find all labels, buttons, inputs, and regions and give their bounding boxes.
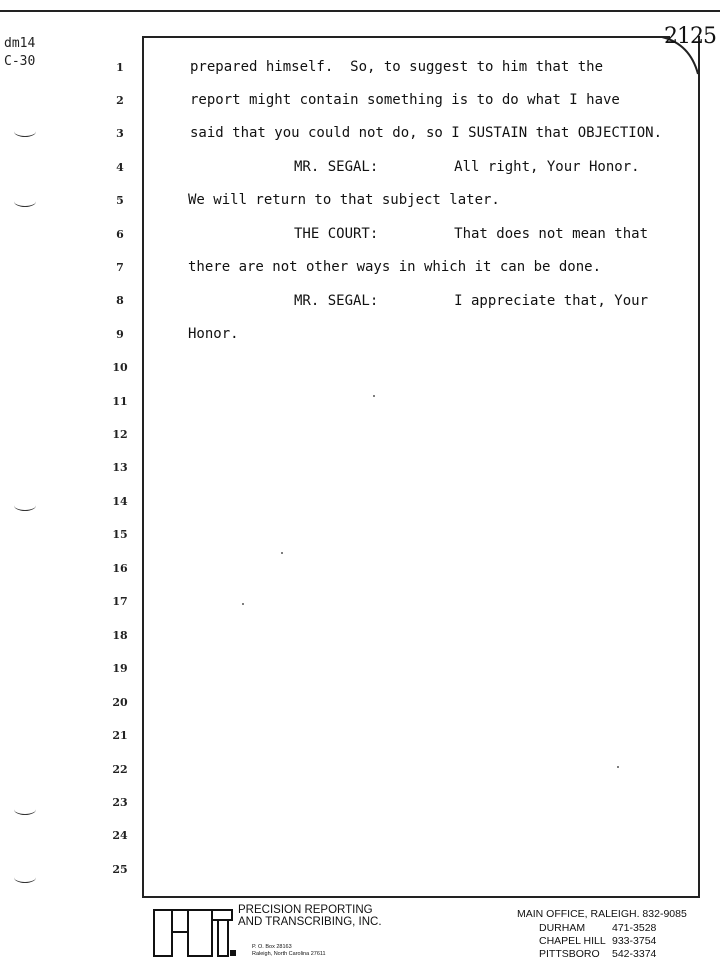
line-number: 25 <box>112 863 128 876</box>
office-phone: 471-3528 <box>612 922 657 934</box>
company-name-line2: AND TRANSCRIBING, INC. <box>238 916 382 928</box>
transcript-line: We will return to that subject later. <box>188 192 500 208</box>
line-number: 9 <box>116 328 124 341</box>
binder-hole-mark <box>14 872 36 883</box>
company-logo <box>152 904 236 962</box>
line-number: 14 <box>112 495 128 508</box>
line-number: 1 <box>116 61 124 74</box>
margin-note-dm14: dm14 <box>4 36 36 51</box>
address-line2: Raleigh, North Carolina 27611 <box>252 951 326 957</box>
transcript-line: MR. SEGAL: All right, Your Honor. <box>294 159 640 175</box>
line-number: 21 <box>112 729 128 742</box>
transcript-line: MR. SEGAL: I appreciate that, Your <box>294 293 649 309</box>
line-number: 15 <box>112 528 128 541</box>
line-number: 16 <box>112 562 128 575</box>
line-number: 6 <box>116 228 124 241</box>
line-number: 17 <box>112 595 128 608</box>
line-number: 7 <box>116 261 124 274</box>
line-number: 13 <box>112 461 128 474</box>
line-number: 22 <box>112 763 128 776</box>
line-number: 5 <box>116 194 124 207</box>
line-number: 2 <box>116 94 124 107</box>
scan-speck <box>373 395 375 397</box>
scan-speck <box>617 766 619 768</box>
line-number: 3 <box>116 127 124 140</box>
margin-note-c30: C-30 <box>4 54 36 69</box>
transcript-line: THE COURT: That does not mean that <box>294 226 649 242</box>
office-phone: 542-3374 <box>612 948 657 960</box>
company-name <box>238 904 382 928</box>
line-number: 18 <box>112 629 128 642</box>
line-number: 12 <box>112 428 128 441</box>
office-city: DURHAM <box>539 922 586 934</box>
line-number: 20 <box>112 696 128 709</box>
line-number: 11 <box>112 395 128 408</box>
office-city: CHAPEL HILL <box>539 935 606 947</box>
line-number: 10 <box>112 361 128 374</box>
line-number: 4 <box>116 161 124 174</box>
line-number: 23 <box>112 796 128 809</box>
line-number: 19 <box>112 662 128 675</box>
line-number: 24 <box>112 829 128 842</box>
office-city: PITTSBORO <box>539 948 600 960</box>
binder-hole-mark <box>14 804 36 815</box>
scan-speck <box>242 603 244 605</box>
transcript-line: said that you could not do, so I SUSTAIN that OBJECTION. <box>190 125 663 141</box>
page-number: 2125 <box>664 24 716 49</box>
transcript-line: prepared himself. So, to suggest to him that the <box>190 59 604 75</box>
office-phone: 933-3754 <box>612 935 657 947</box>
company-name-line1: PRECISION REPORTING <box>238 904 373 916</box>
line-number: 8 <box>116 294 124 307</box>
binder-hole-mark <box>14 500 36 511</box>
company-address <box>252 944 326 958</box>
scan-speck <box>281 552 283 554</box>
binder-hole-mark <box>14 196 36 207</box>
binder-hole-mark <box>14 126 36 137</box>
transcript-line: Honor. <box>188 326 239 342</box>
transcript-line: there are not other ways in which it can be done. <box>188 259 602 275</box>
transcript-line: report might contain something is to do what I have <box>190 92 620 108</box>
address-line1: P. O. Box 28163 <box>252 944 292 950</box>
main-office: MAIN OFFICE, RALEIGH. 832-9085 <box>517 908 687 920</box>
page-top-rule <box>0 10 720 12</box>
